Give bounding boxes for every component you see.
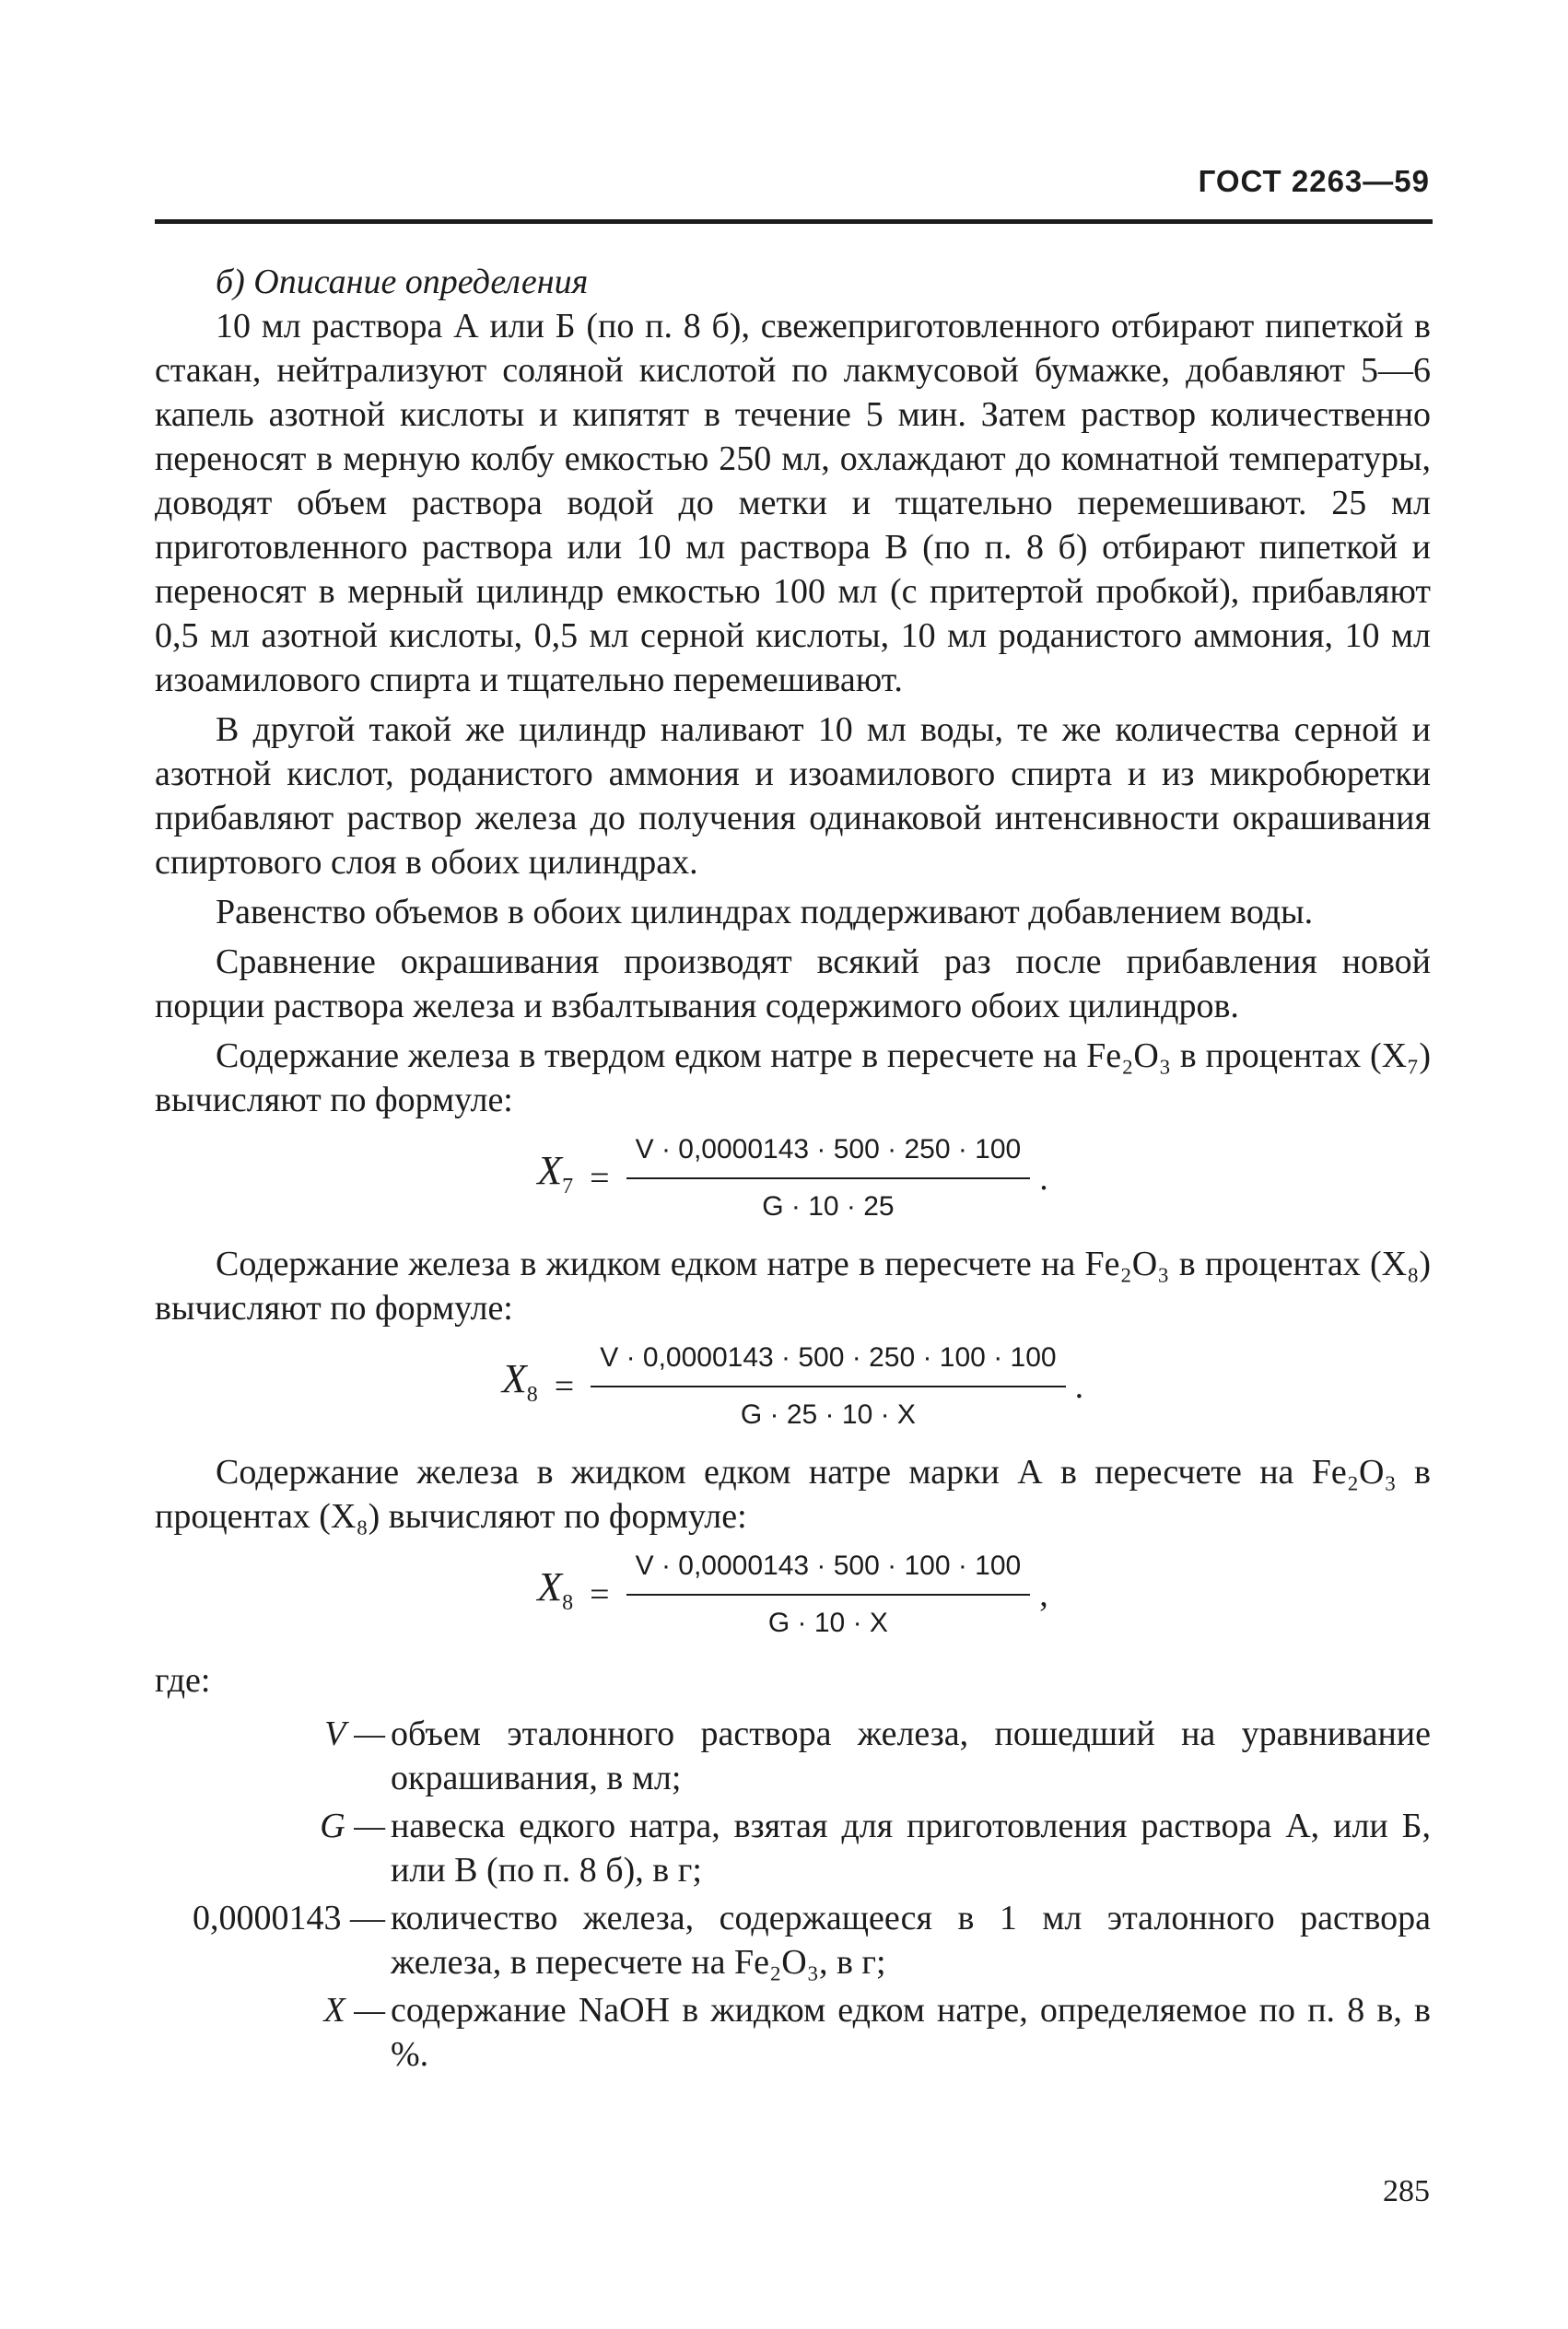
fraction	[626, 1128, 1031, 1229]
definition-symbol: 0,0000143 —	[193, 1899, 385, 1937]
formula-x8-grade-a	[155, 1544, 1431, 1645]
denominator: G · 10 · 25	[762, 1191, 895, 1222]
paragraph-7: Содержание железа в жидком едком натре марки А в пересчете на Fe₂O₃ в процентах (X₈) вычисляют по формуле:	[155, 1453, 1431, 1536]
definition-item	[155, 1804, 1431, 1892]
formula-x8-liquid	[155, 1336, 1431, 1437]
section-heading: б) Описание определения	[216, 263, 589, 301]
document-body	[155, 260, 1431, 2080]
definitions-list	[155, 1712, 1431, 2077]
equals-sign: =	[590, 1575, 610, 1614]
equals-sign: =	[554, 1367, 575, 1406]
formula-punctuation: .	[1074, 1367, 1084, 1406]
denominator: G · 10 · X	[767, 1608, 888, 1638]
paragraph-5: Содержание железа в твердом едком натре в пересчете на Fe₂O₃ в процентах (X₇) вычисляют по формуле:	[155, 1036, 1431, 1119]
formula-x7	[155, 1128, 1431, 1229]
definition-symbol: V —	[324, 1715, 385, 1753]
definition-text: содержание NaOH в жидком едком натре, определяемое по п. 8 в, в %.	[391, 1991, 1431, 2074]
definition-item	[155, 1712, 1431, 1800]
numerator: V · 0,0000143 · 500 · 100 · 100	[626, 1544, 1031, 1596]
page-number: 285	[1383, 2174, 1430, 2208]
paragraph-2: В другой такой же цилиндр наливают 10 мл воды, те же количества серной и азотной кислот, роданистого аммония и изоамилового спирта и из микробюретки прибавляют раствор железа до получения одинаковой интенсивности окрашивания спиртового слоя в обоих цилиндрах.	[155, 710, 1431, 882]
standard-code: ГОСТ 2263—59	[1198, 164, 1430, 198]
paragraph-4: Сравнение окрашивания производят всякий раз после прибавления новой порции раствора железа и взбалтывания содержимого обоих цилиндров.	[155, 942, 1431, 1025]
fraction	[626, 1544, 1031, 1645]
numerator: V · 0,0000143 · 500 · 250 · 100 · 100	[591, 1336, 1065, 1387]
definition-text: объем эталонного раствора железа, пошедший на уравнивание окрашивания, в мл;	[391, 1715, 1431, 1797]
definition-symbol: X —	[323, 1991, 385, 2030]
paragraph-3: Равенство объемов в обоих цилиндрах поддерживают добавлением воды.	[216, 893, 1314, 931]
definition-item	[155, 1896, 1431, 1984]
formula-punctuation: .	[1039, 1159, 1048, 1198]
denominator: G · 25 · 10 · X	[740, 1399, 916, 1430]
formula-lhs: $X_8$	[537, 1563, 574, 1615]
where-label: где:	[155, 1661, 211, 1700]
definition-item	[155, 1988, 1431, 2077]
definition-symbol: G —	[320, 1807, 385, 1845]
formula-punctuation: ,	[1039, 1575, 1048, 1614]
paragraph-1: 10 мл раствора А или Б (по п. 8 б), свежеприготовленного отбирают пипеткой в стакан, нейтрализуют соляной кислотой по лакмусовой бумажке, добавляют 5—6 капель азотной кислоты и кипятят в течение 5 мин. Затем раствор количественно переносят в мерную колбу емкостью 250 мл, охлаждают до комнатной температуры, доводят объем раствора водой до метки и тщательно перемешивают. 25 мл приготовленного раствора или 10 мл раствора В (по п. 8 б) отбирают пипеткой и переносят в мерный цилиндр емкостью 100 мл (с притертой пробкой), прибавляют 0,5 мл азотной кислоты, 0,5 мл серной кислоты, 10 мл роданистого аммония, 10 мл изоамилового спирта и тщательно перемешивают.	[155, 307, 1431, 699]
formula-lhs: $X_7$	[537, 1147, 574, 1199]
fraction	[591, 1336, 1065, 1437]
paragraph-6: Содержание железа в жидком едком натре в пересчете на Fe₂O₃ в процентах (X₈) вычисляют по формуле:	[155, 1245, 1431, 1328]
equals-sign: =	[590, 1159, 610, 1198]
definition-text: количество железа, содержащееся в 1 мл эталонного раствора железа, в пересчете на Fe₂O₃, в г;	[391, 1899, 1431, 1982]
header-rule	[155, 219, 1433, 224]
formula-lhs: $X_8$	[501, 1355, 538, 1407]
definition-text: навеска едкого натра, взятая для приготовления раствора А, или Б, или В (по п. 8 б), в г;	[391, 1807, 1431, 1890]
numerator: V · 0,0000143 · 500 · 250 · 100	[626, 1128, 1031, 1179]
